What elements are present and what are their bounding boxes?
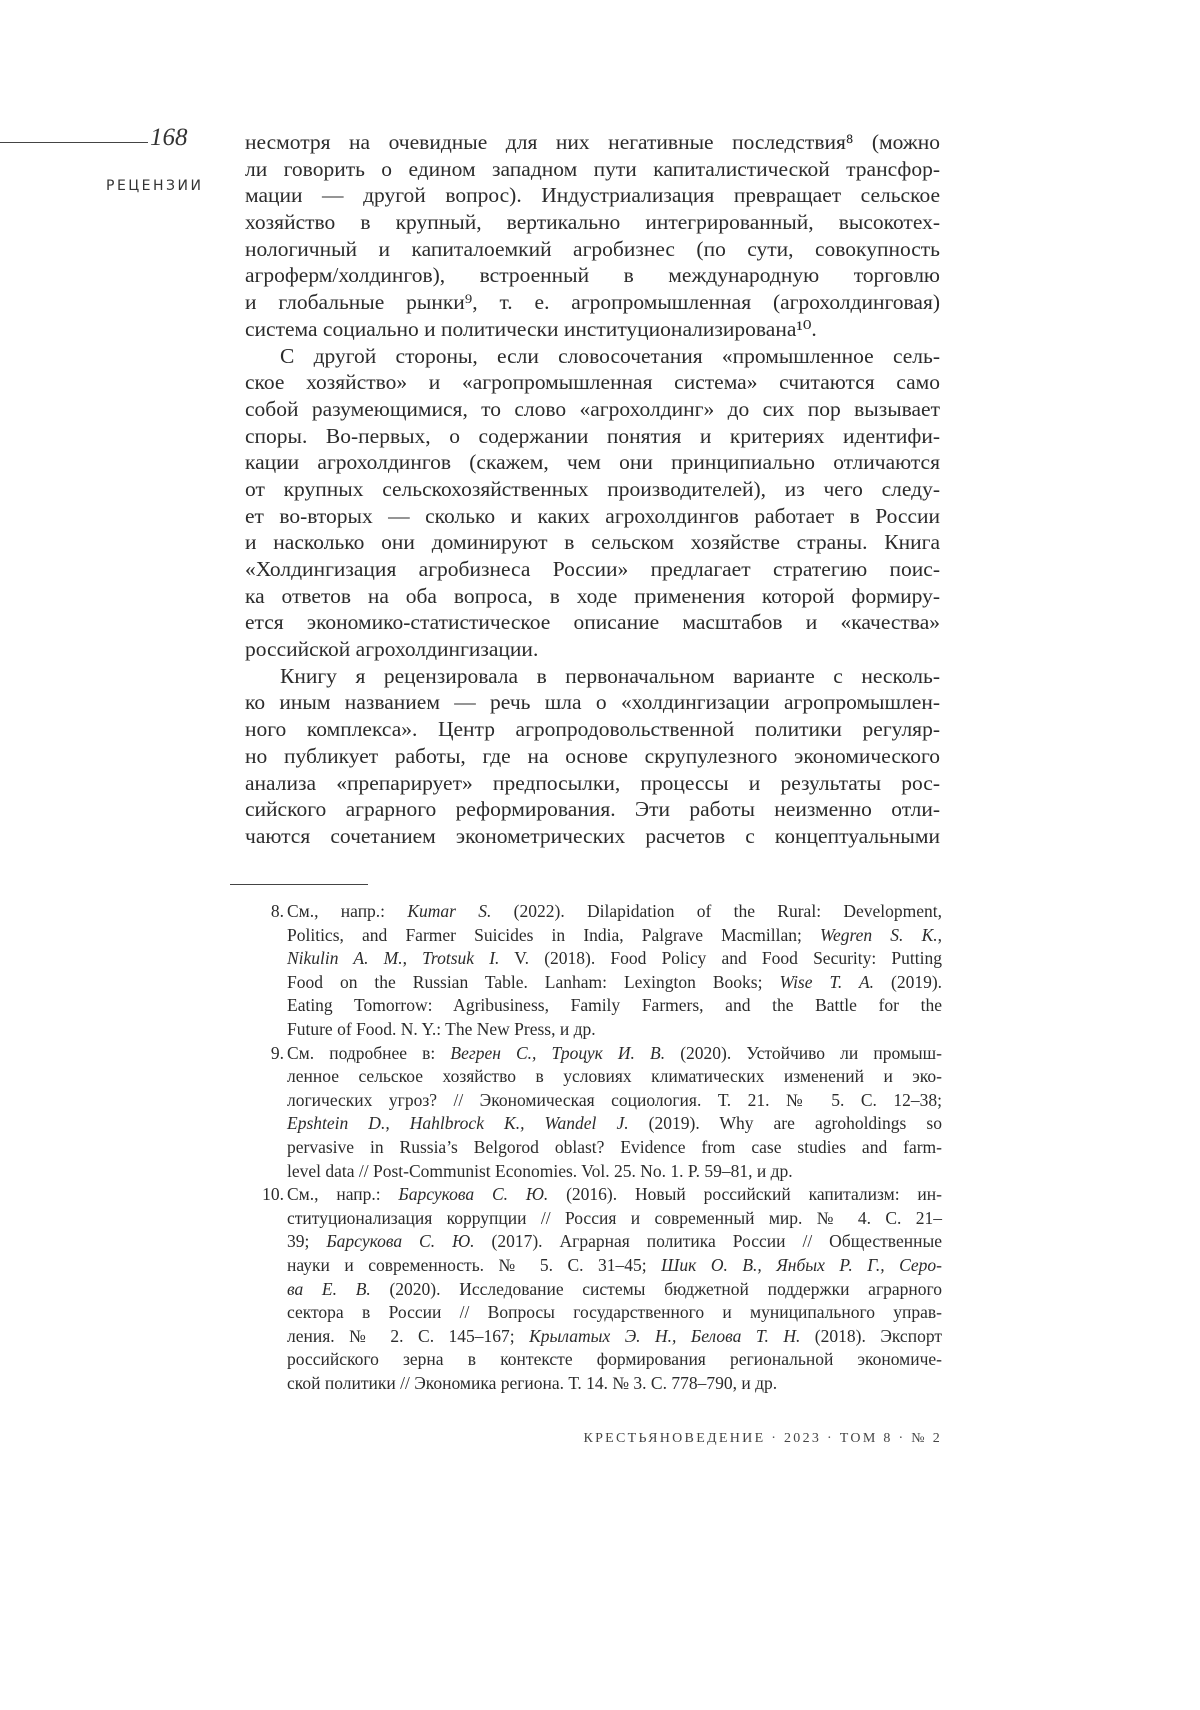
footnote-line (287, 1183, 942, 1207)
citation-text: (2020). Исследование системы бюджетной поддержки аграрного (371, 1279, 942, 1299)
footnote-number: 9. (262, 1042, 284, 1066)
text-line: С другой стороны, если словосочетания «промышленное сель- (245, 343, 940, 370)
text-line: но публикует работы, где на основе скрупулезного экономического (245, 743, 940, 770)
citation-text: (2016). Новый российский капитализм: ин- (548, 1184, 942, 1204)
footnote-number: 8. (262, 900, 284, 924)
footnote-line (287, 1254, 942, 1278)
footnotes (262, 900, 942, 1395)
text-line: ское хозяйство» и «агропромышленная система» считаются само (245, 369, 940, 396)
text-line: ется экономико-статистическое описание масштабов и «качества» (245, 609, 940, 636)
author-name: Барсукова С. Ю. (326, 1231, 474, 1251)
author-name: Nikulin A. M. (287, 948, 403, 968)
citation-text: level data // Post-Communist Economies. Vol. 25. No. 1. P. 59–81, и др. (287, 1161, 793, 1181)
footnote-line (287, 1112, 942, 1136)
footnote-line (287, 1230, 942, 1254)
footnote-line (287, 971, 942, 995)
citation-text: См. подробнее в: (287, 1043, 450, 1063)
citation-text: науки и современность. № 5. С. 31–45; (287, 1255, 661, 1275)
citation-text: ституционализация коррупции // Россия и современный мир. № 4. С. 21– (287, 1208, 942, 1228)
text-line: чаются сочетанием эконометрических расчетов с концептуальными (245, 823, 940, 850)
citation-text: сектора в России // Вопросы государственного и муниципального управ- (287, 1302, 942, 1322)
text-line: ет во-вторых — сколько и каких агрохолдингов работает в России (245, 503, 940, 530)
citation-text: См., напр.: (287, 1184, 398, 1204)
footnote-line (287, 1278, 942, 1302)
paragraph (245, 663, 940, 850)
text-line: несмотря на очевидные для них негативные последствия⁸ (можно (245, 129, 940, 156)
citation-text: , (403, 948, 423, 968)
section-label: РЕЦЕНЗИИ (106, 178, 203, 194)
paragraph (245, 129, 940, 343)
footnote-line (287, 994, 942, 1018)
citation-text: , (938, 925, 942, 945)
citation-text: pervasive in Russia’s Belgorod oblast? Evidence from case studies and farm- (287, 1137, 942, 1157)
page-number: 168 (150, 124, 188, 152)
text-line: анализа «препарирует» предпосылки, процессы и результаты рос- (245, 770, 940, 797)
text-line: ного комплекса». Центр агропродовольственной политики регуляр- (245, 716, 940, 743)
text-line: агроферм/холдингов), встроенный в международную торговлю (245, 262, 940, 289)
citation-text: (2018). Экспорт (800, 1326, 942, 1346)
author-name: ва Е. В. (287, 1279, 371, 1299)
citation-text: (2022). Dilapidation of the Rural: Development, (491, 901, 942, 921)
text-line: ка ответов на оба вопроса, в ходе применения которой формиру- (245, 583, 940, 610)
citation-text: V. (2018). Food Policy and Food Security: Putting (499, 948, 942, 968)
footnote-line (287, 1089, 942, 1113)
text-line: ко иным названием — речь шла о «холдингизации агропромышлен- (245, 689, 940, 716)
body-text (245, 129, 940, 850)
footnote-line (287, 1325, 942, 1349)
footnote-line (287, 947, 942, 971)
header-rule (0, 142, 148, 143)
author-name: Wise T. A. (779, 972, 874, 992)
footnote (262, 1042, 942, 1184)
footnote (262, 1183, 942, 1395)
text-line: споры. Во-первых, о содержании понятия и критериях идентифи- (245, 423, 940, 450)
text-line: Книгу я рецензировала в первоначальном варианте с несколь- (245, 663, 940, 690)
author-name: Wegren S. K. (820, 925, 938, 945)
author-name: Шик О. В., Янбых Р. Г., Серо- (661, 1255, 942, 1275)
citation-text: логических угроз? // Экономическая социология. Т. 21. № 5. С. 12–38; (287, 1090, 942, 1110)
citation-text: (2020). Устойчиво ли промыш- (665, 1043, 942, 1063)
author-name: Барсукова С. Ю. (398, 1184, 548, 1204)
text-line: «Холдингизация агробизнеса России» предлагает стратегию поис- (245, 556, 940, 583)
citation-text: ленное сельское хозяйство в условиях климатических изменений и эко- (287, 1066, 942, 1086)
text-line: и глобальные рынки⁹, т. е. агропромышленная (агрохолдинговая) (245, 289, 940, 316)
footnote-number: 10. (262, 1183, 284, 1207)
citation-text: (2017). Аграрная политика России // Общественные (475, 1231, 942, 1251)
text-line: нологичный и капиталоемкий агробизнес (по сути, совокупность (245, 236, 940, 263)
footnote-line (287, 1042, 942, 1066)
text-line: от крупных сельскохозяйственных производителей), из чего следу- (245, 476, 940, 503)
text-line: ли говорить о едином западном пути капиталистической трансфор- (245, 156, 940, 183)
author-name: Крылатых Э. Н., Белова Т. Н. (529, 1326, 800, 1346)
footnote-line (287, 1018, 942, 1042)
footnote-line (287, 1136, 942, 1160)
text-line: собой разумеющимися, то слово «агрохолдинг» до сих пор вызывает (245, 396, 940, 423)
citation-text: российского зерна в контексте формирования региональной экономиче- (287, 1349, 942, 1369)
footnote-line (287, 924, 942, 948)
text-line: и насколько они доминируют в сельском хозяйстве страны. Книга (245, 529, 940, 556)
citation-text: Future of Food. N. Y.: The New Press, и др. (287, 1019, 596, 1039)
text-line: сийского аграрного реформирования. Эти работы неизменно отли- (245, 796, 940, 823)
footnote (262, 900, 942, 1042)
citation-text: Food on the Russian Table. Lanham: Lexington Books; (287, 972, 779, 992)
footnote-line (287, 1301, 942, 1325)
citation-text: ской политики // Экономика региона. Т. 14. № 3. С. 778–790, и др. (287, 1373, 777, 1393)
footnote-line (287, 1207, 942, 1231)
footnote-line (287, 1160, 942, 1184)
author-name: Epshtein D., Hahlbrock K., Wandel J. (287, 1113, 629, 1133)
running-footer: КРЕСТЬЯНОВЕДЕНИЕ · 2023 · ТОМ 8 · № 2 (583, 1430, 942, 1448)
text-line: кации агрохолдингов (скажем, чем они принципиально отличаются (245, 449, 940, 476)
citation-text: 39; (287, 1231, 326, 1251)
author-name: Вегрен С., Троцук И. В. (450, 1043, 665, 1063)
text-line: система социально и политически институционализирована¹⁰. (245, 316, 940, 343)
citation-text: См., напр.: (287, 901, 407, 921)
text-line: хозяйство в крупный, вертикально интегрированный, высокотех- (245, 209, 940, 236)
text-line: мации — другой вопрос). Индустриализация превращает сельское (245, 182, 940, 209)
footnote-rule (230, 884, 368, 885)
paragraph (245, 343, 940, 663)
text-line: российской агрохолдингизации. (245, 636, 940, 663)
citation-text: Politics, and Farmer Suicides in India, Palgrave Macmillan; (287, 925, 820, 945)
citation-text: (2019). Why are agroholdings so (629, 1113, 942, 1133)
citation-text: Eating Tomorrow: Agribusiness, Family Farmers, and the Battle for the (287, 995, 942, 1015)
footnote-line (287, 1348, 942, 1372)
author-name: Kumar S. (407, 901, 491, 921)
footnote-line (287, 900, 942, 924)
citation-text: (2019). (874, 972, 942, 992)
footnote-line (287, 1372, 942, 1396)
author-name: Trotsuk I. (422, 948, 499, 968)
citation-text: ления. № 2. С. 145–167; (287, 1326, 529, 1346)
footnote-line (287, 1065, 942, 1089)
